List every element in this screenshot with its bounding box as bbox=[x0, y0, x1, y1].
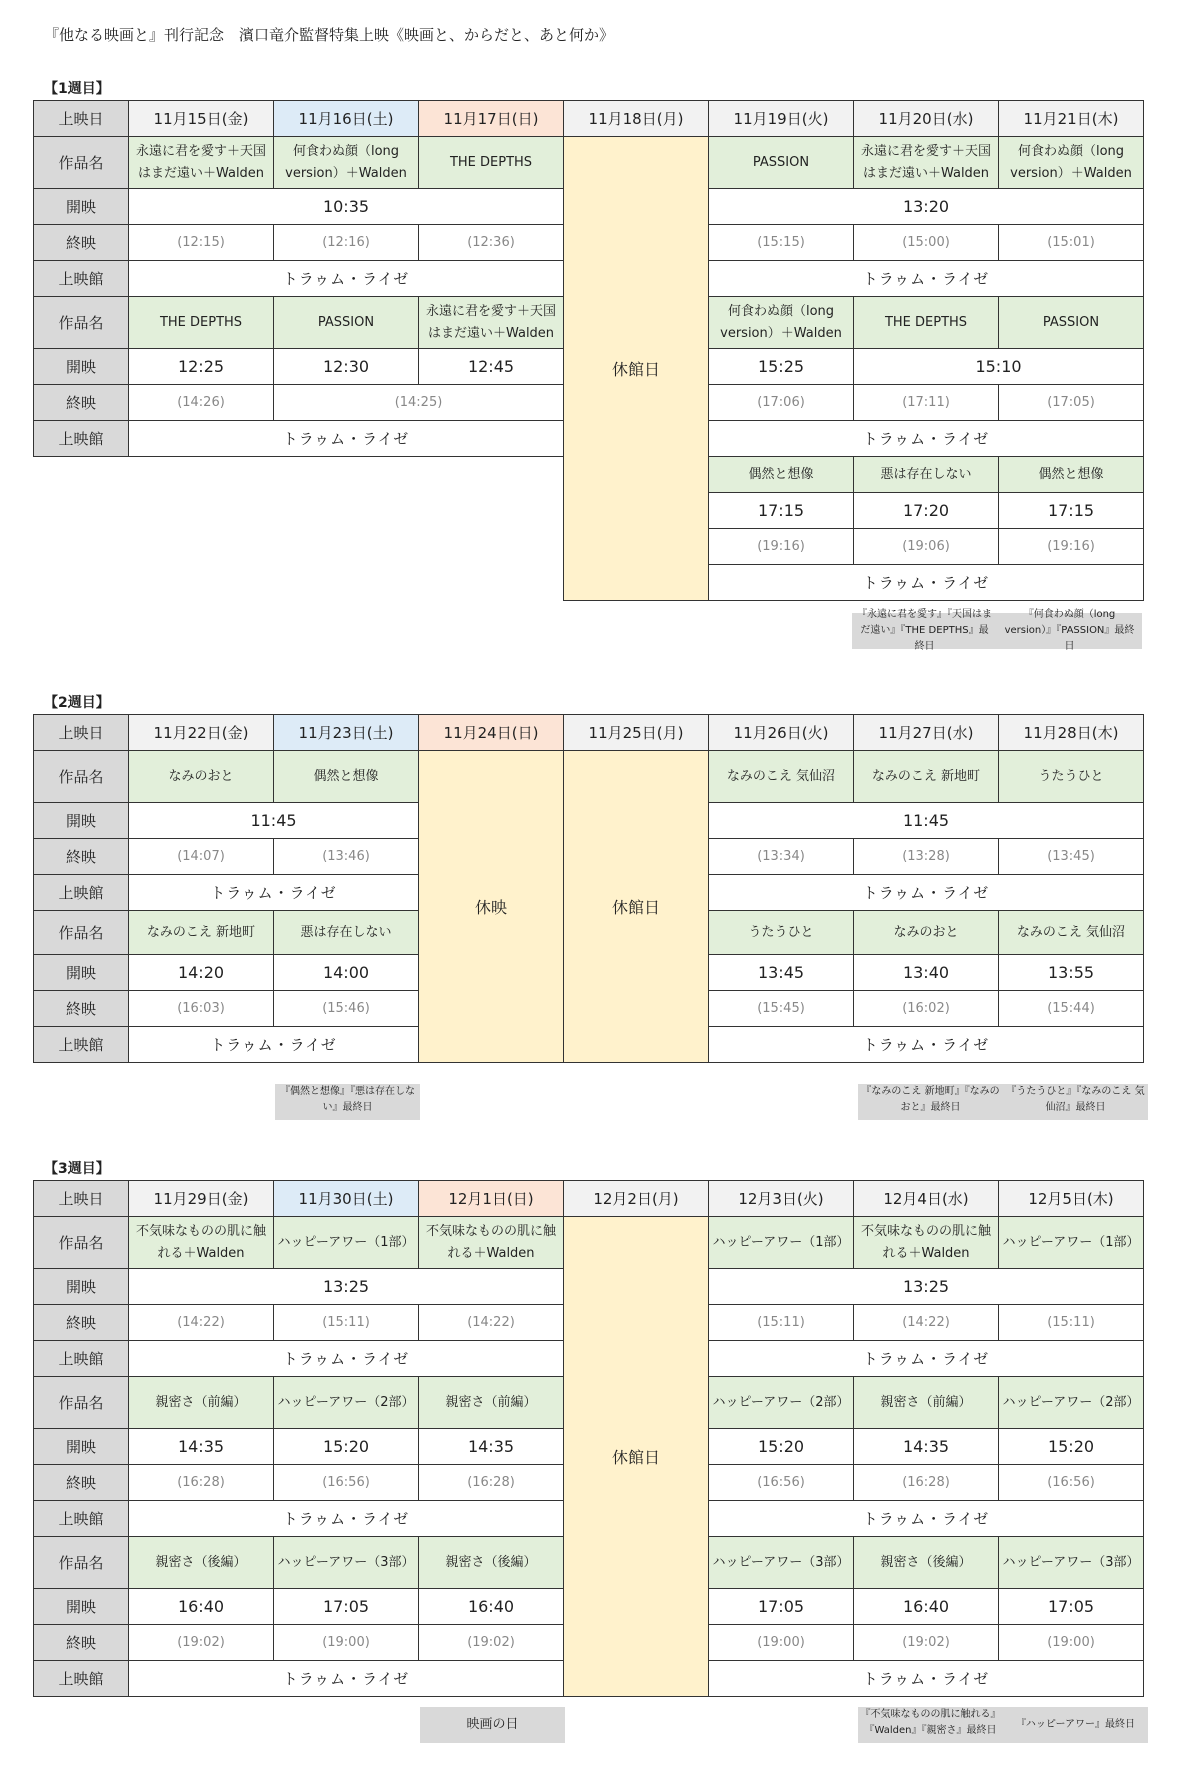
date-header: 12月1日(日) bbox=[419, 1181, 564, 1217]
film-title: 何食わぬ顔（long version）＋Walden bbox=[999, 137, 1144, 189]
start-time: 16:40 bbox=[854, 1589, 999, 1625]
date-header: 11月30日(土) bbox=[274, 1181, 419, 1217]
row-label-end: 終映 bbox=[34, 1625, 129, 1661]
last-day-note: 『なみのこえ 新地町』『なみのおと』最終日 bbox=[858, 1084, 1003, 1120]
date-header: 11月19日(火) bbox=[709, 101, 854, 137]
venue-name: トラゥム・ライゼ bbox=[129, 1341, 564, 1377]
date-header: 12月2日(月) bbox=[564, 1181, 709, 1217]
week-3-table bbox=[33, 1180, 1144, 1697]
venue-name: トラゥム・ライゼ bbox=[709, 565, 1144, 601]
start-time: 13:45 bbox=[709, 955, 854, 991]
film-title: THE DEPTHS bbox=[129, 297, 274, 349]
row-label-end: 終映 bbox=[34, 991, 129, 1027]
end-time: (17:11) bbox=[854, 385, 999, 421]
end-time: (16:56) bbox=[709, 1465, 854, 1501]
start-time: 17:15 bbox=[999, 493, 1144, 529]
film-title: なみのこえ 新地町 bbox=[129, 911, 274, 955]
end-time: (14:25) bbox=[274, 385, 564, 421]
start-time: 12:25 bbox=[129, 349, 274, 385]
film-title: ハッピーアワー（2部） bbox=[709, 1377, 854, 1429]
film-title: ハッピーアワー（3部） bbox=[999, 1537, 1144, 1589]
date-header: 11月22日(金) bbox=[129, 715, 274, 751]
date-header: 11月28日(木) bbox=[999, 715, 1144, 751]
date-header: 11月21日(木) bbox=[999, 101, 1144, 137]
film-title: 永遠に君を愛す＋天国はまだ遠い＋Walden bbox=[419, 297, 564, 349]
row-label-date: 上映日 bbox=[34, 715, 129, 751]
film-title: 親密さ（後編） bbox=[129, 1537, 274, 1589]
start-time: 16:40 bbox=[419, 1589, 564, 1625]
end-time: (16:28) bbox=[129, 1465, 274, 1501]
film-title: 親密さ（前編） bbox=[854, 1377, 999, 1429]
end-time: (15:44) bbox=[999, 991, 1144, 1027]
film-title: PASSION bbox=[999, 297, 1144, 349]
last-day-note-text: 『永遠に君を愛す』『天国はまだ遠い』『THE DEPTHS』最終日 bbox=[857, 609, 992, 652]
closed-day-cell: 休館日 bbox=[564, 137, 709, 601]
date-header: 11月23日(土) bbox=[274, 715, 419, 751]
start-time: 15:20 bbox=[999, 1429, 1144, 1465]
film-title: 偶然と想像 bbox=[274, 751, 419, 803]
film-title: なみのこえ 気仙沼 bbox=[999, 911, 1144, 955]
start-time: 12:45 bbox=[419, 349, 564, 385]
venue-name: トラゥム・ライゼ bbox=[709, 1661, 1144, 1697]
film-title: ハッピーアワー（3部） bbox=[709, 1537, 854, 1589]
row-label-end: 終映 bbox=[34, 385, 129, 421]
end-time: (13:34) bbox=[709, 839, 854, 875]
end-time: (12:16) bbox=[274, 225, 419, 261]
end-time: (16:56) bbox=[999, 1465, 1144, 1501]
venue-name: トラゥム・ライゼ bbox=[129, 1501, 564, 1537]
film-title: 悪は存在しない bbox=[854, 457, 999, 493]
start-time: 13:55 bbox=[999, 955, 1144, 991]
venue-name: トラゥム・ライゼ bbox=[709, 261, 1144, 297]
date-header: 11月29日(金) bbox=[129, 1181, 274, 1217]
end-time: (16:28) bbox=[419, 1465, 564, 1501]
film-title: なみのおと bbox=[129, 751, 274, 803]
row-label-venue: 上映館 bbox=[34, 261, 129, 297]
film-title: 親密さ（前編） bbox=[419, 1377, 564, 1429]
week-1-label: 【1週目】 bbox=[44, 81, 110, 97]
date-header: 11月24日(日) bbox=[419, 715, 564, 751]
end-time: (14:22) bbox=[854, 1305, 999, 1341]
venue-name: トラゥム・ライゼ bbox=[129, 875, 419, 911]
last-day-note: 『偶然と想像』『悪は存在しない』最終日 bbox=[275, 1084, 420, 1120]
closed-day-cell: 休館日 bbox=[564, 1217, 709, 1697]
film-title: 永遠に君を愛す＋天国はまだ遠い＋Walden bbox=[129, 137, 274, 189]
last-day-note: 『不気味なものの肌に触れる』『Walden』『親密さ』最終日 bbox=[858, 1707, 1003, 1743]
page-title: 『他なる映画と』刊行記念 濱口竜介監督特集上映《映画と、からだと、あと何か》 bbox=[44, 26, 615, 44]
row-label-start: 開映 bbox=[34, 1429, 129, 1465]
row-label-end: 終映 bbox=[34, 225, 129, 261]
no-screening-cell: 休映 bbox=[419, 751, 564, 1063]
last-day-note: 『うたうひと』『なみのこえ 気仙沼』最終日 bbox=[1003, 1084, 1148, 1120]
end-time: (13:28) bbox=[854, 839, 999, 875]
start-time: 15:20 bbox=[709, 1429, 854, 1465]
film-title: 永遠に君を愛す＋天国はまだ遠い＋Walden bbox=[854, 137, 999, 189]
date-header: 11月18日(月) bbox=[564, 101, 709, 137]
date-header: 11月26日(火) bbox=[709, 715, 854, 751]
start-time: 15:20 bbox=[274, 1429, 419, 1465]
row-label-venue: 上映館 bbox=[34, 1661, 129, 1697]
film-title: ハッピーアワー（2部） bbox=[274, 1377, 419, 1429]
end-time: (19:00) bbox=[274, 1625, 419, 1661]
last-day-note: 『ハッピーアワー』最終日 bbox=[1003, 1707, 1148, 1743]
row-label-venue: 上映館 bbox=[34, 1501, 129, 1537]
film-title: 不気味なものの肌に触れる＋Walden bbox=[419, 1217, 564, 1269]
end-time: (14:22) bbox=[419, 1305, 564, 1341]
venue-name: トラゥム・ライゼ bbox=[709, 1341, 1144, 1377]
end-time: (15:46) bbox=[274, 991, 419, 1027]
film-title: PASSION bbox=[709, 137, 854, 189]
date-header: 11月16日(土) bbox=[274, 101, 419, 137]
row-label-film: 作品名 bbox=[34, 1537, 129, 1589]
last-day-note bbox=[852, 609, 1142, 652]
end-time: (19:02) bbox=[419, 1625, 564, 1661]
film-title: 不気味なものの肌に触れる＋Walden bbox=[129, 1217, 274, 1269]
film-title: PASSION bbox=[274, 297, 419, 349]
start-time: 11:45 bbox=[709, 803, 1144, 839]
film-title: 何食わぬ顔（long version）＋Walden bbox=[709, 297, 854, 349]
venue-name: トラゥム・ライゼ bbox=[129, 421, 564, 457]
row-label-end: 終映 bbox=[34, 1465, 129, 1501]
film-title: 偶然と想像 bbox=[999, 457, 1144, 493]
film-title: 不気味なものの肌に触れる＋Walden bbox=[854, 1217, 999, 1269]
end-time: (13:45) bbox=[999, 839, 1144, 875]
film-title: 親密さ（後編） bbox=[854, 1537, 999, 1589]
week-2-label: 【2週目】 bbox=[44, 695, 110, 711]
film-title: 悪は存在しない bbox=[274, 911, 419, 955]
start-time: 17:20 bbox=[854, 493, 999, 529]
end-time: (19:16) bbox=[709, 529, 854, 565]
week-2-table bbox=[33, 714, 1144, 1063]
end-time: (15:00) bbox=[854, 225, 999, 261]
end-time: (19:00) bbox=[999, 1625, 1144, 1661]
start-time: 14:35 bbox=[854, 1429, 999, 1465]
end-time: (17:06) bbox=[709, 385, 854, 421]
start-time: 17:05 bbox=[999, 1589, 1144, 1625]
row-label-venue: 上映館 bbox=[34, 1341, 129, 1377]
row-label-film: 作品名 bbox=[34, 137, 129, 189]
film-title: 親密さ（前編） bbox=[129, 1377, 274, 1429]
film-title: ハッピーアワー（1部） bbox=[709, 1217, 854, 1269]
start-time: 13:25 bbox=[709, 1269, 1144, 1305]
start-time: 15:10 bbox=[854, 349, 1144, 385]
end-time: (12:36) bbox=[419, 225, 564, 261]
date-header: 12月3日(火) bbox=[709, 1181, 854, 1217]
row-label-end: 終映 bbox=[34, 1305, 129, 1341]
film-title: ハッピーアワー（1部） bbox=[999, 1217, 1144, 1269]
end-time: (16:02) bbox=[854, 991, 999, 1027]
end-time: (19:16) bbox=[999, 529, 1144, 565]
end-time: (12:15) bbox=[129, 225, 274, 261]
last-day-note-text: 『何食わぬ顔（long version）』『PASSION』最終日 bbox=[1004, 609, 1135, 652]
end-time: (15:11) bbox=[709, 1305, 854, 1341]
row-label-date: 上映日 bbox=[34, 101, 129, 137]
end-time: (19:06) bbox=[854, 529, 999, 565]
closed-day-cell: 休館日 bbox=[564, 751, 709, 1063]
end-time: (15:11) bbox=[999, 1305, 1144, 1341]
start-time: 14:00 bbox=[274, 955, 419, 991]
date-header: 12月4日(水) bbox=[854, 1181, 999, 1217]
end-time: (19:00) bbox=[709, 1625, 854, 1661]
row-label-start: 開映 bbox=[34, 955, 129, 991]
row-label-end: 終映 bbox=[34, 839, 129, 875]
start-time: 13:20 bbox=[709, 189, 1144, 225]
venue-name: トラゥム・ライゼ bbox=[129, 261, 564, 297]
film-title: 親密さ（後編） bbox=[419, 1537, 564, 1589]
film-title: なみのおと bbox=[854, 911, 999, 955]
date-header: 11月17日(日) bbox=[419, 101, 564, 137]
film-title: うたうひと bbox=[999, 751, 1144, 803]
row-label-film: 作品名 bbox=[34, 911, 129, 955]
row-label-film: 作品名 bbox=[34, 751, 129, 803]
start-time: 11:45 bbox=[129, 803, 419, 839]
end-time: (16:56) bbox=[274, 1465, 419, 1501]
week-3-label: 【3週目】 bbox=[44, 1161, 110, 1177]
start-time: 13:40 bbox=[854, 955, 999, 991]
week-1-table bbox=[33, 100, 1144, 601]
end-time: (19:02) bbox=[854, 1625, 999, 1661]
start-time: 14:20 bbox=[129, 955, 274, 991]
row-label-venue: 上映館 bbox=[34, 421, 129, 457]
date-header: 11月15日(金) bbox=[129, 101, 274, 137]
start-time: 17:05 bbox=[709, 1589, 854, 1625]
film-title: THE DEPTHS bbox=[854, 297, 999, 349]
row-label-venue: 上映館 bbox=[34, 1027, 129, 1063]
row-label-start: 開映 bbox=[34, 1269, 129, 1305]
start-time: 17:05 bbox=[274, 1589, 419, 1625]
end-time: (19:02) bbox=[129, 1625, 274, 1661]
end-time: (14:22) bbox=[129, 1305, 274, 1341]
end-time: (15:15) bbox=[709, 225, 854, 261]
film-title: 偶然と想像 bbox=[709, 457, 854, 493]
row-label-start: 開映 bbox=[34, 1589, 129, 1625]
end-time: (15:01) bbox=[999, 225, 1144, 261]
end-time: (14:07) bbox=[129, 839, 274, 875]
film-title: なみのこえ 新地町 bbox=[854, 751, 999, 803]
venue-name: トラゥム・ライゼ bbox=[129, 1661, 564, 1697]
end-time: (17:05) bbox=[999, 385, 1144, 421]
film-title: うたうひと bbox=[709, 911, 854, 955]
row-label-film: 作品名 bbox=[34, 1377, 129, 1429]
start-time: 14:35 bbox=[129, 1429, 274, 1465]
row-label-film: 作品名 bbox=[34, 1217, 129, 1269]
film-title: なみのこえ 気仙沼 bbox=[709, 751, 854, 803]
start-time: 13:25 bbox=[129, 1269, 564, 1305]
row-label-venue: 上映館 bbox=[34, 875, 129, 911]
venue-name: トラゥム・ライゼ bbox=[709, 1027, 1144, 1063]
date-row bbox=[34, 101, 1144, 137]
end-time: (14:26) bbox=[129, 385, 274, 421]
film-title: 何食わぬ顔（long version）＋Walden bbox=[274, 137, 419, 189]
venue-name: トラゥム・ライゼ bbox=[709, 1501, 1144, 1537]
start-time: 16:40 bbox=[129, 1589, 274, 1625]
start-time: 12:30 bbox=[274, 349, 419, 385]
film-title: THE DEPTHS bbox=[419, 137, 564, 189]
row-label-film: 作品名 bbox=[34, 297, 129, 349]
start-time: 17:15 bbox=[709, 493, 854, 529]
venue-name: トラゥム・ライゼ bbox=[129, 1027, 419, 1063]
row-label-start: 開映 bbox=[34, 349, 129, 385]
end-time: (16:03) bbox=[129, 991, 274, 1027]
end-time: (15:11) bbox=[274, 1305, 419, 1341]
start-time: 14:35 bbox=[419, 1429, 564, 1465]
film-title: ハッピーアワー（3部） bbox=[274, 1537, 419, 1589]
venue-name: トラゥム・ライゼ bbox=[709, 875, 1144, 911]
end-time: (13:46) bbox=[274, 839, 419, 875]
row-label-start: 開映 bbox=[34, 189, 129, 225]
row-label-start: 開映 bbox=[34, 803, 129, 839]
movie-day-note: 映画の日 bbox=[420, 1707, 565, 1743]
date-header: 11月20日(水) bbox=[854, 101, 999, 137]
date-header: 11月25日(月) bbox=[564, 715, 709, 751]
film-title: ハッピーアワー（2部） bbox=[999, 1377, 1144, 1429]
date-header: 11月27日(水) bbox=[854, 715, 999, 751]
start-time: 10:35 bbox=[129, 189, 564, 225]
start-time: 15:25 bbox=[709, 349, 854, 385]
end-time: (15:45) bbox=[709, 991, 854, 1027]
film-title: ハッピーアワー（1部） bbox=[274, 1217, 419, 1269]
date-header: 12月5日(木) bbox=[999, 1181, 1144, 1217]
end-time: (16:28) bbox=[854, 1465, 999, 1501]
venue-name: トラゥム・ライゼ bbox=[709, 421, 1144, 457]
empty-area bbox=[34, 457, 564, 601]
row-label-date: 上映日 bbox=[34, 1181, 129, 1217]
